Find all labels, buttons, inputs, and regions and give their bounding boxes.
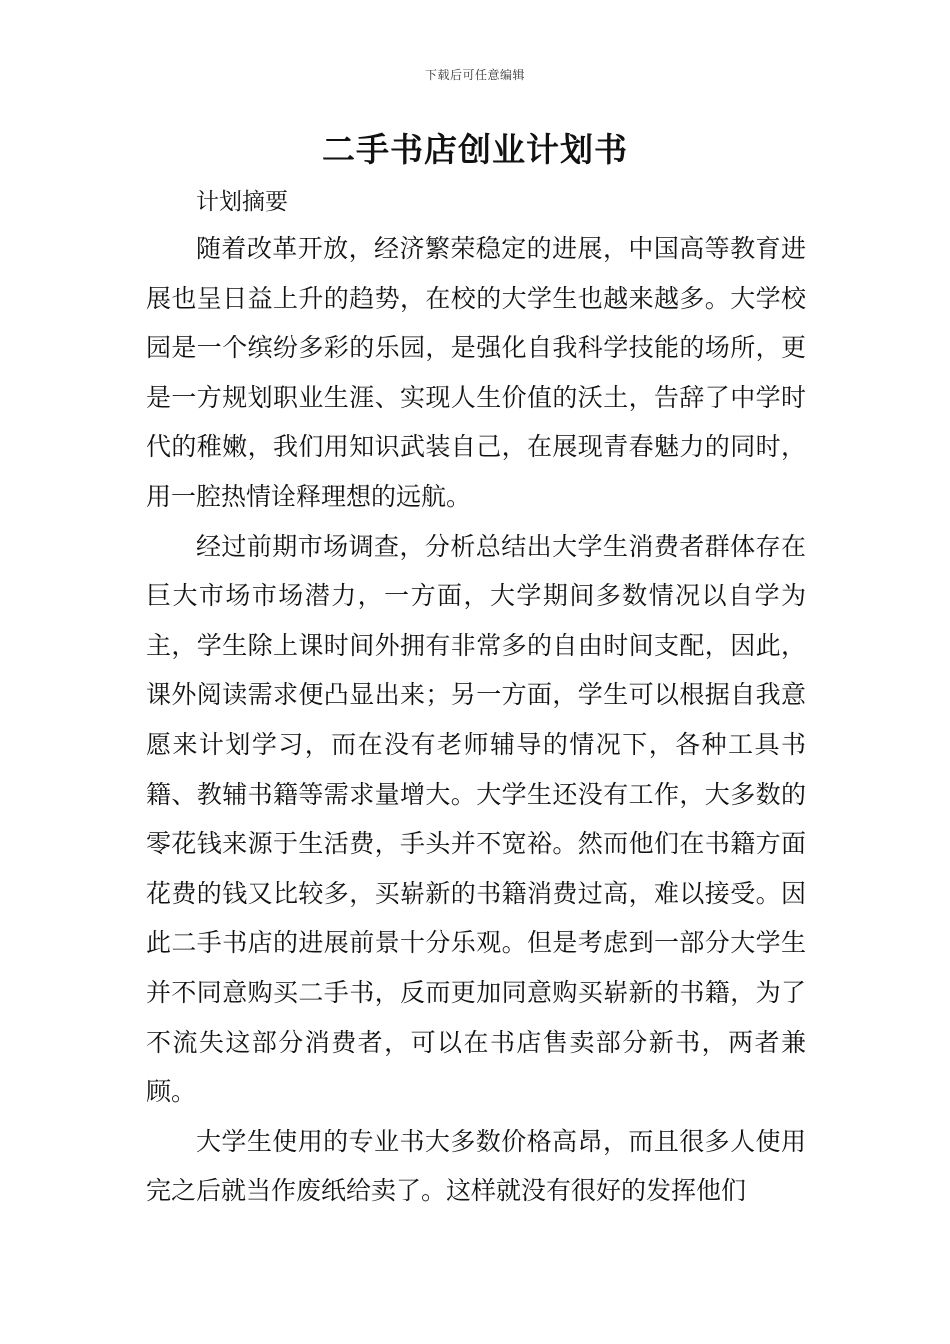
body-text <box>146 224 806 1216</box>
header-note: 下载后可任意编辑 <box>424 68 525 82</box>
paragraph: 经过前期市场调查，分析总结出大学生消费者群体存在巨大市场市场潜力，一方面，大学期间多数情况以自学为主，学生除上课时间外拥有非常多的自由时间支配，因此，课外阅读需求便凸显出来；另一方面，学生可以根据自我意愿来计划学习，而在没有老师辅导的情况下，各种工具书籍、教辅书籍等需求量增大。大学生还没有工作，大多数的零花钱来源于生活费，手头并不宽裕。然而他们在书籍方面花费的钱又比较多，买崭新的书籍消费过高，难以接受。因此二手书店的进展前景十分乐观。但是考虑到一部分大学生并不同意购买二手书，反而更加同意购买崭新的书籍，为了不流失这部分消费者，可以在书店售卖部分新书，两者兼顾。 <box>146 531 806 1107</box>
paragraph: 随着改革开放，经济繁荣稳定的进展，中国高等教育进展也呈日益上升的趋势，在校的大学生也越来越多。大学校园是一个缤纷多彩的乐园，是强化自我科学技能的场所，更是一方规划职业生涯、实现人生价值的沃土，告辞了中学时代的稚嫩，我们用知识武装自己，在展现青春魅力的同时，用一腔热情诠释理想的远航。 <box>146 234 806 511</box>
paragraph: 大学生使用的专业书大多数价格高昂，而且很多人使用完之后就当作废纸给卖了。这样就没有很好的发挥他们 <box>146 1126 806 1206</box>
document-title: 二手书店创业计划书 <box>322 130 628 169</box>
section-heading: 计划摘要 <box>196 189 288 215</box>
